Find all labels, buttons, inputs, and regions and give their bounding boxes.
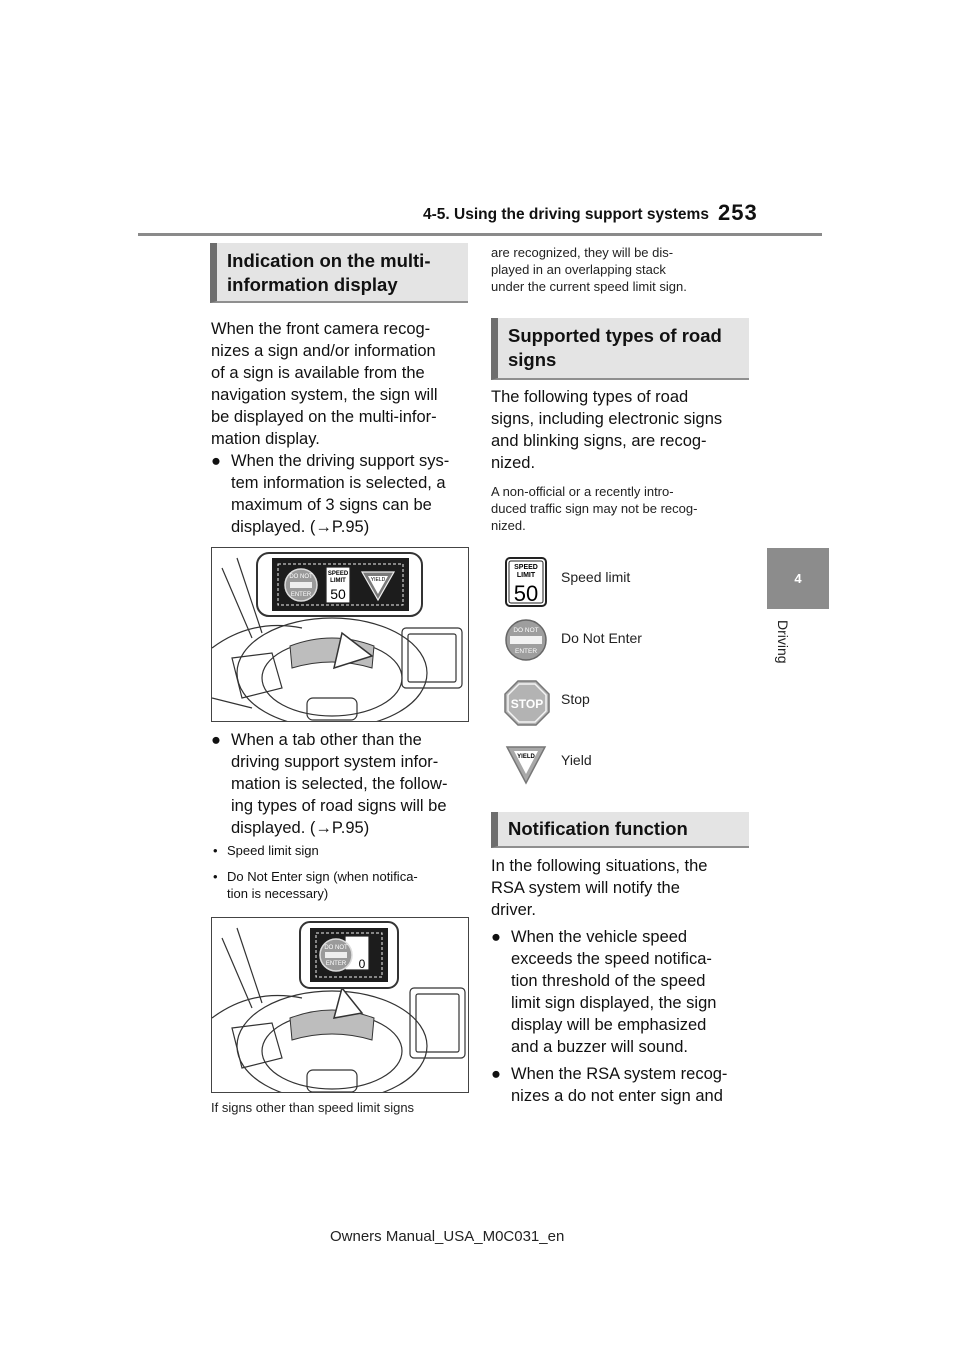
intro-paragraph bbox=[211, 318, 471, 450]
sign-label-yield: Yield bbox=[561, 752, 592, 768]
text-line: tion threshold of the speed bbox=[511, 972, 706, 990]
text-line: of a sign is available from the bbox=[211, 364, 425, 382]
header-rule bbox=[138, 233, 822, 236]
text-line: are recognized, they will be dis- bbox=[491, 245, 674, 260]
bullet-dot-icon: ● bbox=[211, 731, 221, 749]
text-line: be displayed on the multi-infor- bbox=[211, 408, 437, 426]
donot-sign-text: DO NOT bbox=[289, 574, 313, 580]
text-line: and blinking signs, are recog- bbox=[491, 432, 707, 450]
bullet-dot-icon: ● bbox=[491, 928, 501, 946]
text-line: limit sign displayed, the sign bbox=[511, 994, 717, 1012]
text-line: When the RSA system recog- bbox=[511, 1065, 728, 1083]
text-line: played in an overlapping stack bbox=[491, 262, 666, 277]
svg-text:STOP: STOP bbox=[510, 697, 544, 711]
speed-sign-value: 0 bbox=[358, 957, 366, 971]
text-line: driver. bbox=[491, 901, 536, 919]
text-line: nizes a sign and/or information bbox=[211, 342, 436, 360]
text-line: When the front camera recog- bbox=[211, 320, 431, 338]
heading-line: signs bbox=[508, 349, 557, 370]
bullet-item bbox=[491, 926, 771, 1058]
speed-limit-sign-icon bbox=[505, 557, 547, 607]
figure-dashboard-stacked-signs bbox=[211, 917, 469, 1093]
dashboard-illustration bbox=[212, 548, 468, 721]
text-line: tem information is selected, a bbox=[231, 474, 446, 492]
types-paragraph bbox=[491, 386, 751, 474]
svg-text:YIELD: YIELD bbox=[517, 754, 535, 760]
speed-sign-value: 50 bbox=[330, 586, 346, 602]
heading-line: Indication on the multi- bbox=[227, 250, 431, 271]
donot-sign-text: ENTER bbox=[325, 961, 347, 967]
text-line: maximum of 3 signs can be bbox=[231, 496, 432, 514]
figure-dashboard-three-signs bbox=[211, 547, 469, 722]
do-not-enter-sign-icon bbox=[505, 618, 547, 662]
section-title: 4-5. Using the driving support systems bbox=[423, 206, 709, 223]
text-line: signs, including electronic signs bbox=[491, 410, 723, 428]
bullet-item bbox=[491, 1063, 771, 1107]
text-line: mation display. bbox=[211, 430, 320, 448]
speed-sign-text: SPEED bbox=[327, 571, 349, 577]
donot-sign-text: ENTER bbox=[290, 592, 312, 598]
text-line: When a tab other than the bbox=[231, 731, 422, 749]
text-line: duced traffic sign may not be recog- bbox=[491, 501, 698, 516]
note-paragraph bbox=[491, 483, 753, 534]
text-line: displayed. (→P.95) bbox=[231, 819, 370, 837]
text-line: display will be emphasized bbox=[511, 1016, 707, 1034]
text-line: nizes a do not enter sign and bbox=[511, 1087, 723, 1105]
donot-sign-text: DO NOT bbox=[324, 945, 348, 951]
heading-line: Supported types of road bbox=[508, 325, 722, 346]
text-line: When the vehicle speed bbox=[511, 928, 688, 946]
sign-label-speed-limit: Speed limit bbox=[561, 569, 631, 585]
bullet-item bbox=[211, 450, 491, 538]
sub-bullet-dot: • bbox=[213, 843, 218, 858]
svg-text:ENTER: ENTER bbox=[514, 648, 538, 655]
svg-text:LIMIT: LIMIT bbox=[516, 572, 536, 579]
text-line: In the following situations, the bbox=[491, 857, 708, 875]
text-line: and a buzzer will sound. bbox=[511, 1038, 689, 1056]
text-line: nized. bbox=[491, 518, 526, 533]
text-line: tion is necessary) bbox=[227, 886, 329, 901]
text-line: nized. bbox=[491, 454, 536, 472]
chapter-label: Driving bbox=[775, 620, 791, 664]
bullet-dot-icon: ● bbox=[211, 452, 221, 470]
svg-text:SPEED: SPEED bbox=[514, 564, 538, 571]
heading-indication bbox=[210, 243, 468, 303]
text-line: A non-official or a recently intro- bbox=[491, 484, 674, 499]
text-line: exceeds the speed notifica- bbox=[511, 950, 712, 968]
sub-bullet-dot: • bbox=[213, 869, 218, 884]
svg-text:DO NOT: DO NOT bbox=[513, 627, 539, 634]
notification-paragraph bbox=[491, 855, 751, 921]
text-line: Speed limit sign bbox=[227, 843, 319, 858]
footer-manual-id: Owners Manual_USA_M0C031_en bbox=[330, 1228, 565, 1245]
stop-sign-icon bbox=[504, 680, 550, 726]
sign-label-stop: Stop bbox=[561, 691, 590, 707]
text-line: When the driving support sys- bbox=[231, 452, 450, 470]
text-line: The following types of road bbox=[491, 388, 689, 406]
text-line: under the current speed limit sign. bbox=[491, 279, 687, 294]
continued-paragraph bbox=[491, 244, 751, 295]
heading-supported-signs bbox=[491, 318, 749, 380]
bullet-item bbox=[211, 729, 491, 839]
yield-sign-text: YIELD bbox=[370, 577, 386, 583]
sub-bullet-item bbox=[213, 868, 482, 902]
sub-bullet-item bbox=[213, 842, 482, 859]
text-line: mation is selected, the follow- bbox=[231, 775, 448, 793]
dashboard-illustration bbox=[212, 918, 468, 1092]
text-line: Do Not Enter sign (when notifica- bbox=[227, 869, 418, 884]
sign-label-do-not-enter: Do Not Enter bbox=[561, 630, 642, 646]
heading-line: information display bbox=[227, 274, 398, 295]
heading-notification: Notification function bbox=[491, 812, 749, 848]
speed-sign-text: LIMIT bbox=[330, 578, 346, 584]
text-line: ing types of road signs will be bbox=[231, 797, 447, 815]
text-line: navigation system, the sign will bbox=[211, 386, 438, 404]
text-line: RSA system will notify the bbox=[491, 879, 680, 897]
bullet-dot-icon: ● bbox=[491, 1065, 501, 1083]
yield-sign-icon bbox=[505, 745, 547, 785]
text-line: driving support system infor- bbox=[231, 753, 439, 771]
figure-caption: If signs other than speed limit signs bbox=[211, 1100, 415, 1115]
text-line: displayed. (→P.95) bbox=[231, 518, 370, 536]
svg-text:50: 50 bbox=[513, 581, 539, 606]
page-number: 253 bbox=[718, 200, 758, 225]
chapter-tab[interactable]: 4 bbox=[767, 548, 829, 609]
